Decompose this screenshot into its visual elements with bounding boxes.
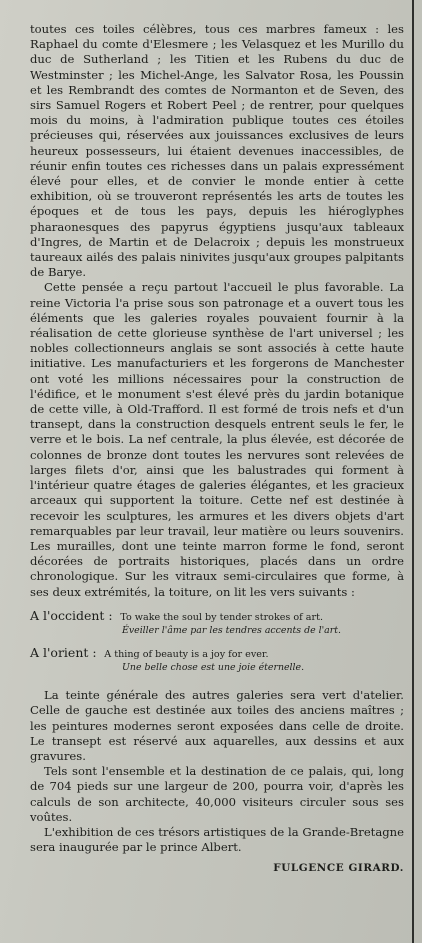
inscription-orient-french: Une belle chose est une joie éternelle. bbox=[122, 662, 305, 674]
paragraph-collections: toutes ces toiles célèbres, tous ces marbres fameux : les Raphael du comte d'Elesmere ; les Velasquez et les Murillo du duc de Sutherland ; les Titien et les Rubens du duc de Westminster ; les Michel-Ange, les Salvator Rosa, les Poussin et les Rembrandt des comtes de Normanton et de Seven, des sirs Samuel Rogers et Robert Peel ; de rentrer, pour quelques mois du moins, à l'admiration publique toutes ces étoiles précieuses qui, réservées aux jouissances exclusives de leurs heureux possesseurs, lui étaient devenues inaccessibles, de réunir enfin toutes ces richesses dans un palais expressément élevé pour elles, et de convier le monde entier à cette exhibition, où se trouveront représentés les arts de toutes les époques et de tous les pays, depuis les hiéroglyphes pharaonesques des papyrus égyptiens jusqu'aux tableaux d'Ingres, de Martin et de Delacroix ; depuis les monstrueux taureaux ailés des palais ninivites jusqu'aux groupes palpitants de Barye. bbox=[30, 22, 404, 280]
inscription-occident-label: A l'occident : bbox=[30, 607, 113, 623]
column-rule bbox=[412, 0, 414, 943]
author-signature: FULGENCE GIRARD. bbox=[273, 862, 404, 875]
inscription-orient-english: A thing of beauty is a joy for ever. bbox=[104, 648, 269, 660]
paragraph-dimensions: Tels sont l'ensemble et la destination de ce palais, qui, long de 704 pieds sur une largeur de 200, pourra voir, d'après les calculs de son architecte, 40,000 visiteurs circuler sous ses voûtes. bbox=[30, 764, 404, 824]
inscription-orient bbox=[30, 645, 404, 674]
inscription-occident bbox=[30, 608, 404, 637]
inscription-orient-label: A l'orient : bbox=[30, 644, 97, 660]
inscription-occident-english: To wake the soul by tender strokes of art. bbox=[120, 611, 323, 623]
paragraph-galleries: La teinte générale des autres galeries sera vert d'atelier. Celle de gauche est destinée aux toiles des anciens maîtres ; les peintures modernes seront exposées dans celle de droite. Le transept est réservé aux aquarelles, aux dessins et aux gravures. bbox=[30, 688, 404, 763]
inscription-occident-french: Éveiller l'âme par les tendres accents de l'art. bbox=[122, 624, 341, 636]
paragraph-patronage: Cette pensée a reçu partout l'accueil le plus favorable. La reine Victoria l'a prise sous son patronage et a ouvert tous les éléments que les galeries royales pouvaient fournir à la réalisation de cette glorieuse synthèse de l'art universel ; les nobles collectionneurs anglais se sont associés à cette haute initiative. Les manufacturiers et les forgerons de Manchester ont voté les millions nécessaires pour la construction de l'édifice, et le monument s'est élevé près du jardin botanique de cette ville, à Old-Trafford. Il est formé de trois nefs et d'un transept, dans la construction desquels entrent seuls le fer, le verre et le bois. La nef centrale, la plus élevée, est décorée de colonnes de bronze dont toutes les nervures sont relevées de larges filets d'or, ainsi que les balustrades qui forment à l'intérieur quatre étages de galeries élégantes, et les gracieux arceaux qui supportent la toiture. Cette nef est destinée à recevoir les sculptures, les armures et les divers objets d'art remarquables par leur travail, leur matière ou leurs souvenirs. Les murailles, dont une teinte marron forme le fond, seront décorées de portraits historiques, placés dans un ordre chronologique. Sur les vitraux semi-circulaires que forme, à ses deux extrémités, la toiture, on lit les vers suivants : bbox=[30, 280, 404, 599]
article-column bbox=[30, 22, 404, 877]
paragraph-inauguration: L'exhibition de ces trésors artistiques de la Grande-Bretagne sera inaugurée par le prince Albert. bbox=[30, 824, 404, 855]
